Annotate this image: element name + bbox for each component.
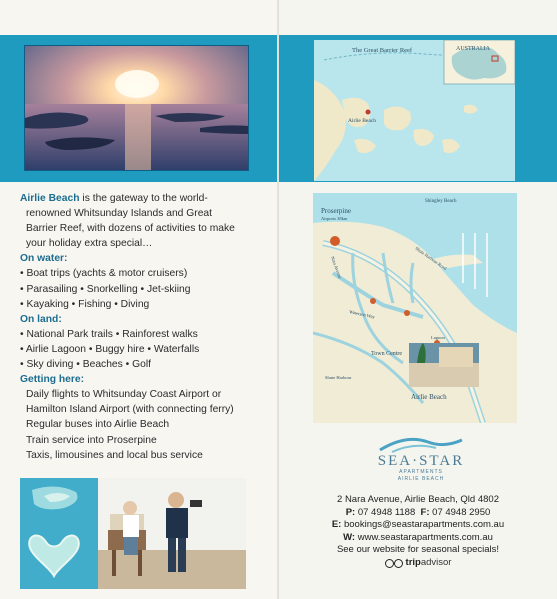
getting-item-2: Hamilton Island Airport (with connecting ferry) [26,404,234,416]
email-link[interactable]: bookings@seastarapartments.com.au [343,519,505,531]
intro-line-1: is the gateway to the world- [82,193,208,204]
tripadvisor-trip: trip [405,556,421,568]
country-label: AUSTRALIA [456,46,490,52]
water-heading: On water: [20,253,68,265]
getting-item-3: Regular buses into Airlie Beach [26,419,170,431]
photo-collage [20,478,246,589]
land-heading: On land: [20,313,62,325]
email-line [288,519,548,532]
water-item-2: • Parasailing • Snorkelling • Jet-skiing [20,283,191,295]
intro-place: Airlie Beach [20,193,80,204]
nara-avenue-label: Nara Avenue [330,255,343,280]
activity-photos [20,478,246,589]
seastar-logo [366,432,476,488]
sunset-photo [24,45,249,171]
logo-sub-2: AIRLIE BEACH [397,476,445,482]
fax-number: 07 4948 2950 [432,506,491,518]
water-item-1: • Boat trips (yachts & motor cruisers) [20,268,188,280]
getting-item-1: Daily flights to Whitsunday Coast Airport or [26,389,222,401]
town-label: Airlie Beach [348,118,376,124]
website-link[interactable]: www.seastarapartments.com.au [357,531,493,543]
phone-number[interactable]: 07 4948 1188 [357,506,416,518]
wave-icon [366,432,476,454]
land-item-1: • National Park trails • Rainforest walks [20,328,198,340]
logo-sub-1: APARTMENTS [399,469,443,475]
shute-harbour-label: Shute Harbour [325,375,352,380]
right-panel [278,0,556,599]
intro-paragraph [20,191,266,206]
map-marker-2 [404,310,410,316]
proserpine-label: Proserpine [321,207,351,215]
street-map [313,193,517,423]
getting-heading: Getting here: [20,374,85,386]
shingley-label: Shingley Beach [425,199,457,204]
promo-text: See our website for seasonal specials! [336,544,500,556]
phone-label: P: [345,506,356,518]
website-line [288,532,548,545]
phone-fax-line [288,507,548,520]
activities-copy [20,191,266,463]
proserpine-sub: Airports 38km [321,216,348,221]
tripadvisor-advisor: advisor [420,556,452,568]
left-panel [0,0,278,599]
tripadvisor-badge[interactable] [288,557,548,573]
lagoon-label: Lagoon [431,335,445,340]
intro-line-3: Barrier Reef, with dozens of activities to make [26,223,235,235]
airlie-beach-label: Airlie Beach [411,393,447,401]
intro-line-2: renowned Whitsunday Islands and Great [26,208,213,220]
intro-line-4: your holiday extra special… [26,238,153,250]
logo-name: SEA·STAR [377,453,465,469]
website-label: W: [343,531,356,543]
email-label: E: [331,519,342,531]
land-item-2: • Airlie Lagoon • Buggy hire • Waterfalls [20,343,200,355]
shute-harbour-road-label: Shute Harbour Road [414,245,448,272]
town-centre-label: Town Centre [371,351,403,357]
map-marker-1 [370,298,376,304]
waterson-way-label: Waterson Way [348,309,376,320]
airlie-marker [366,110,371,115]
getting-item-5: Taxis, limousines and local bus service [26,449,203,461]
fax-label: F: [420,506,430,518]
owl-icon [385,558,403,569]
reef-label: The Great Barrier Reef [352,47,413,54]
contact-block [288,494,548,573]
address: 2 Nara Avenue, Airlie Beach, Qld 4802 [337,494,499,505]
getting-item-4: Train service into Proserpine [26,434,157,446]
sunset-image [25,46,248,170]
region-map [314,40,515,181]
street-map-graphic [313,193,517,423]
center-fold [277,0,279,599]
region-map-graphic [314,40,515,181]
seastar-location-marker [330,236,340,246]
land-item-3: • Sky diving • Beaches • Golf [20,359,152,371]
water-item-3: • Kayaking • Fishing • Diving [20,298,150,310]
